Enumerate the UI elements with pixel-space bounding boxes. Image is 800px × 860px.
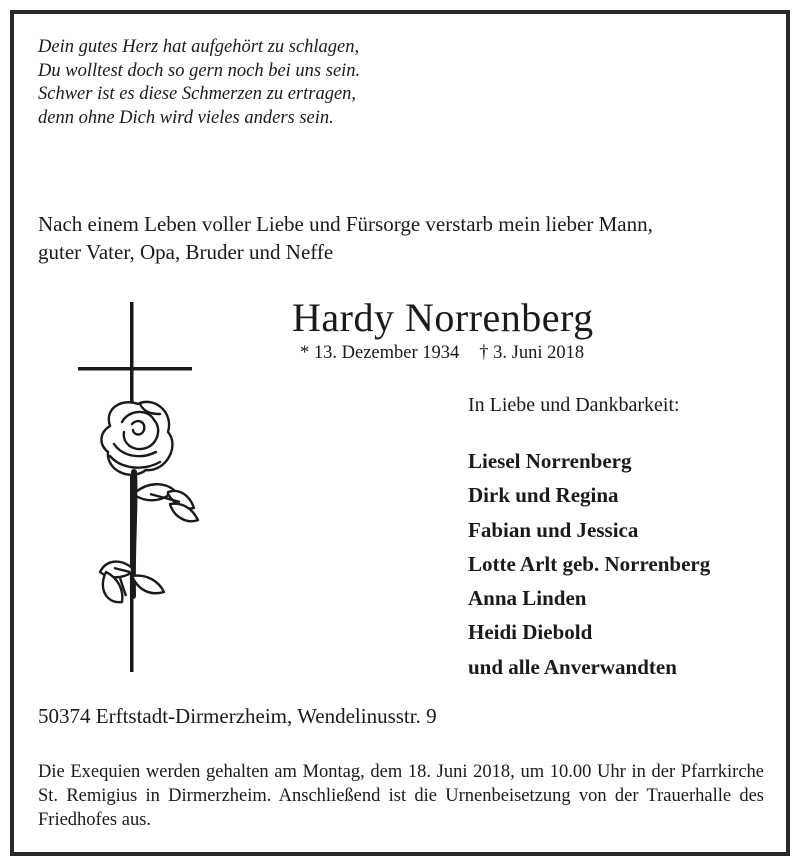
intro-line: guter Vater, Opa, Bruder und Neffe [38,240,334,264]
deceased-name: Hardy Norrenberg [292,295,594,340]
cross-with-rose-icon [70,296,200,676]
intro-line: Nach einem Leben voller Liebe und Fürsorge verstarb mein lieber Mann, [38,212,653,236]
mourner-name: Heidi Diebold [468,620,593,645]
poem [38,36,360,130]
death-date: † 3. Juni 2018 [479,343,585,363]
poem-line: Du wolltest doch so gern noch bei uns sein. [38,60,361,81]
mourners-heading: In Liebe und Dankbarkeit: [468,394,680,416]
mourner-name: Fabian und Jessica [468,517,639,542]
poem-line: Schwer ist es diese Schmerzen zu ertragen, [38,84,357,104]
life-dates [300,343,584,364]
mourner-name: Dirk und Regina [468,483,619,508]
poem-line: denn ohne Dich wird vieles anders sein. [38,107,334,128]
mourners-list [468,444,710,684]
address: 50374 Erftstadt-Dirmerzheim, Wendelinusstr. 9 [38,704,437,728]
birth-date: * 13. Dezember 1934 [300,343,460,363]
mourner-name: Liesel Norrenberg [468,449,632,473]
poem-line: Dein gutes Herz hat aufgehört zu schlagen, [38,37,360,57]
mourner-name: und alle Anverwandten [468,654,677,679]
funeral-notice: Die Exequien werden gehalten am Montag, dem 18. Juni 2018, um 10.00 Uhr in der Pfarrkirche St. Remigius in Dirmerzheim. Anschließend ist die Urnenbeisetzung von der Trauerhalle des Friedhofes aus. [38,762,764,830]
mourner-name: Lotte Arlt geb. Norrenberg [468,551,711,576]
intro-text [38,210,758,266]
mourner-name: Anna Linden [468,586,587,611]
